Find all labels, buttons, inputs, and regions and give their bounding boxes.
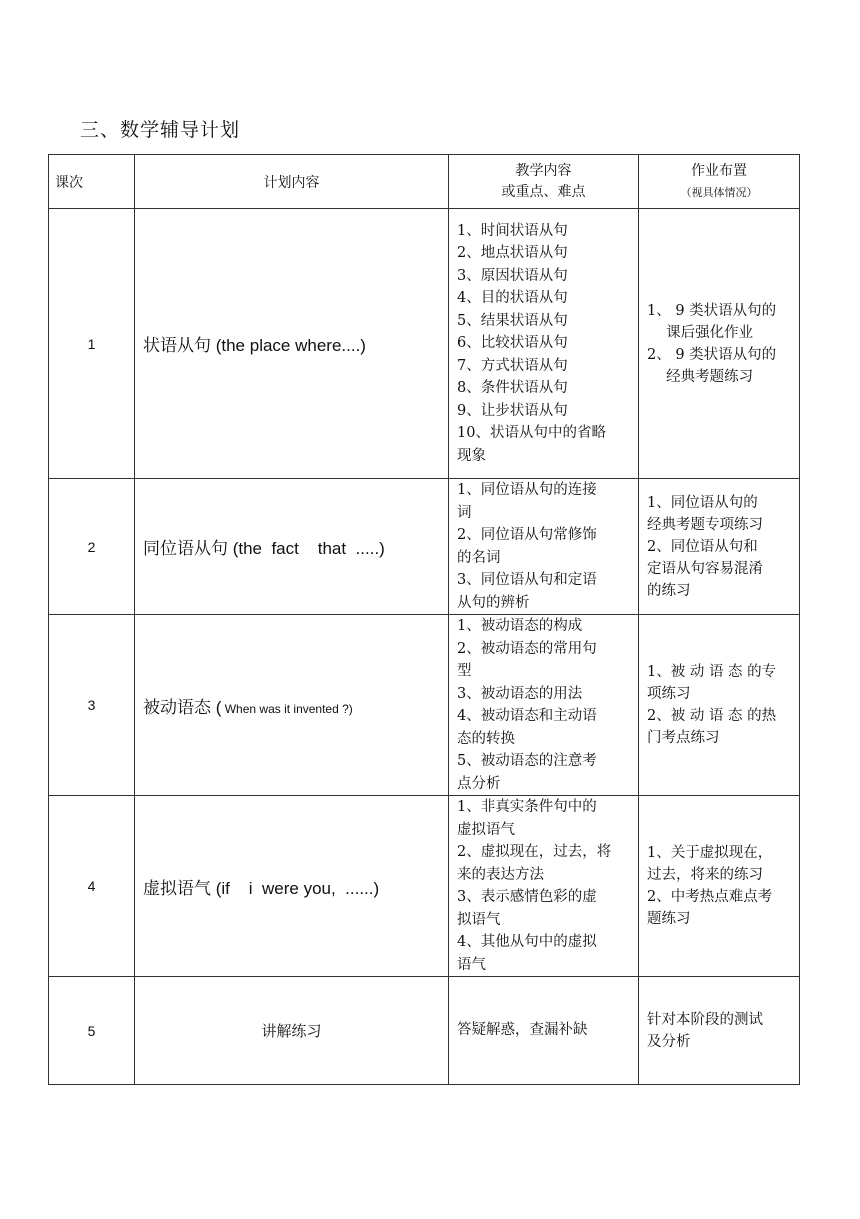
- content-line: 型: [457, 663, 472, 679]
- content-line: 2、虚拟现在，过去，将: [457, 844, 612, 860]
- homework-cell: [639, 796, 800, 977]
- homework-line: 门考点练习: [647, 730, 720, 746]
- homework-line: 2、中考热点难点考: [647, 889, 773, 905]
- content-cell: [449, 796, 639, 977]
- homework-line: 1、 9 类状语从句的: [647, 302, 777, 319]
- plan-en: When was it invented ?): [221, 701, 353, 716]
- header-content-line2: 或重点、难点: [501, 183, 586, 200]
- table-header-row: [49, 155, 800, 209]
- content-line: 词: [457, 504, 472, 521]
- content-line: 态的转换: [457, 730, 515, 747]
- lesson-number: 5: [49, 977, 135, 1085]
- homework-line: 项练习: [647, 686, 691, 702]
- content-line: 8、条件状语从句: [457, 380, 568, 397]
- content-line: 从句的辨析: [457, 594, 530, 611]
- homework-line: 1、同位语从句的: [647, 494, 758, 511]
- section-title: 三、数学辅导计划: [80, 119, 241, 141]
- content-cell: [449, 615, 639, 796]
- header-homework-line2: （视具体情况）: [680, 185, 758, 199]
- content-line: 1、时间状语从句: [457, 222, 568, 239]
- plan-cn: 虚拟语气: [143, 878, 211, 899]
- plan-en: (the place where....): [211, 336, 366, 355]
- homework-line: 课后强化作业: [647, 324, 754, 341]
- plan-en: (the fact that .....): [228, 539, 385, 558]
- plan-cn: 同位语从句: [143, 539, 228, 559]
- homework-cell: [639, 977, 800, 1085]
- homework-line: 2、 9 类状语从句的: [647, 346, 777, 363]
- content-line: 7、方式状语从句: [457, 357, 568, 374]
- tutoring-plan-table: [48, 154, 800, 1085]
- plan-cell: [135, 209, 449, 479]
- lesson-number: 3: [49, 615, 135, 796]
- content-line: 3、同位语从句和定语: [457, 572, 597, 588]
- lesson-number: 2: [49, 479, 135, 615]
- table-row: [49, 977, 800, 1085]
- content-line: 5、结果状语从句: [457, 312, 568, 329]
- content-line: 拟语气: [457, 911, 501, 928]
- homework-cell: [639, 209, 800, 479]
- table-row: [49, 796, 800, 977]
- homework-line: 2、同位语从句和: [647, 538, 758, 555]
- homework-line: 2、被 动 语 态 的热: [647, 708, 777, 724]
- content-line: 语气: [457, 956, 486, 973]
- content-line: 4、目的状语从句: [457, 290, 568, 307]
- header-lesson: 课次: [49, 155, 135, 209]
- content-cell: [449, 479, 639, 615]
- homework-line: 经典考题专项练习: [647, 516, 763, 533]
- content-line: 10、状语从句中的省略: [457, 425, 606, 442]
- homework-cell: [639, 615, 800, 796]
- content-line: 现象: [457, 447, 486, 464]
- plan-cell: 讲解练习: [135, 977, 449, 1085]
- table-row: [49, 209, 800, 479]
- lesson-number: 4: [49, 796, 135, 977]
- plan-cell: [135, 479, 449, 615]
- content-line: 2、被动语态的常用句: [457, 640, 597, 657]
- content-line: 来的表达方法: [457, 866, 544, 883]
- plan-cn: 被动语态: [143, 697, 211, 718]
- content-line: 2、地点状语从句: [457, 245, 568, 262]
- lesson-number: 1: [49, 209, 135, 479]
- content-line: 4、其他从句中的虚拟: [457, 934, 597, 950]
- content-line: 1、非真实条件句中的: [457, 799, 597, 815]
- header-plan: 计划内容: [135, 155, 449, 209]
- content-cell: [449, 209, 639, 479]
- content-line: 5、被动语态的注意考: [457, 753, 597, 769]
- content-line: 3、表示感情色彩的虚: [457, 889, 597, 905]
- content-line: 的名词: [457, 549, 501, 566]
- header-content-line1: 教学内容: [515, 162, 572, 179]
- plan-en: (if i were you, ......): [211, 878, 380, 898]
- content-line: 1、被动语态的构成: [457, 618, 583, 634]
- homework-cell: [639, 479, 800, 615]
- homework-line: 过去，将来的练习: [647, 867, 763, 883]
- content-line: 1、同位语从句的连接: [457, 482, 597, 498]
- content-line: 4、被动语态和主动语: [457, 708, 597, 724]
- header-homework-line1: 作业布置: [691, 162, 747, 179]
- content-cell: [449, 977, 639, 1085]
- content-line: 2、同位语从句常修饰: [457, 527, 597, 543]
- homework-line: 经典考题练习: [647, 368, 754, 385]
- content-line: 3、被动语态的用法: [457, 685, 583, 702]
- homework-line: 的练习: [647, 582, 691, 599]
- homework-line: 及分析: [647, 1033, 691, 1050]
- table-row: [49, 479, 800, 615]
- plan-cell: [135, 615, 449, 796]
- content-line: 虚拟语气: [457, 821, 515, 838]
- table-row: [49, 615, 800, 796]
- homework-line: 针对本阶段的测试: [647, 1011, 763, 1028]
- content-line: 答疑解惑，查漏补缺: [457, 1022, 588, 1039]
- homework-line: 题练习: [647, 911, 691, 927]
- plan-cn: 状语从句: [143, 336, 211, 356]
- homework-line: 1、关于虚拟现在，: [647, 845, 773, 861]
- content-line: 3、原因状语从句: [457, 267, 568, 284]
- header-content: [449, 155, 639, 209]
- plan-en-prefix: (: [211, 697, 222, 717]
- plan-cell: [135, 796, 449, 977]
- homework-line: 1、被 动 语 态 的专: [647, 664, 777, 680]
- header-homework: [639, 155, 800, 209]
- content-line: 6、比较状语从句: [457, 335, 568, 352]
- content-line: 9、让步状语从句: [457, 402, 568, 419]
- homework-line: 定语从句容易混淆: [647, 560, 763, 577]
- content-line: 点分析: [457, 775, 501, 792]
